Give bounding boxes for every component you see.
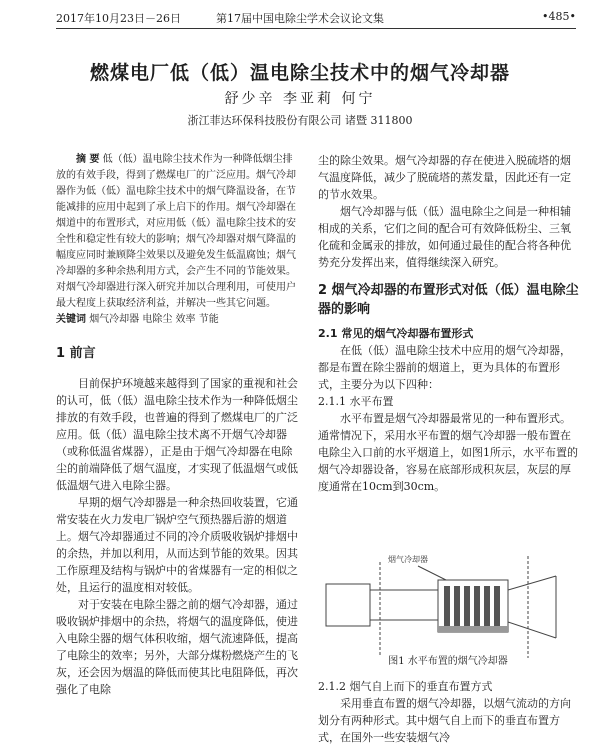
section-1-paragraph-1: 目前保护环境越来越得到了国家的重视和社会的认可，低（低）温电除尘技术作为一种降低烟尘排放的有效手段，也普遍的得到了燃煤电厂的广泛应用。低（低）温电除尘技术离不开烟气冷却器（或称低温省煤器），正是由于烟气冷却器在电除尘的前端降低了烟气温度，才实现了低温烟气或低低温烟气进入电除尘器。 (56, 377, 298, 492)
affiliation: 浙江菲达环保科技股份有限公司 诸暨 311800 (187, 114, 413, 127)
right-paragraph-1: 尘的除尘效果。烟气冷却器的存在使进入脱硫塔的烟气温度降低，减少了脱硫塔的蒸发量，因此还有一定的节水效果。 (318, 154, 571, 201)
section-2-1-2-paragraph: 采用垂直布置的烟气冷却器，以烟气流动的方向划分有两种形式。其中烟气自上而下的垂直布置方式，在国外一些安装烟气冷 (318, 697, 571, 744)
figure-label: 烟气冷却器 (388, 555, 428, 564)
tube-bank-2 (454, 586, 460, 626)
section-1-heading: 1 前言 (56, 346, 96, 361)
keywords-text: 烟气冷却器 电除尘 效率 节能 (89, 314, 219, 325)
section-2-1-paragraph: 在低（低）温电除尘技术中应用的烟气冷却器，都是布置在除尘器前的烟道上，更为具体的布置形式，主要分为以下四种： (318, 344, 571, 391)
ash-layer (438, 626, 508, 632)
inlet-duct (326, 584, 370, 626)
header-conference: 第17届中国电除尘学术会议论文集 (216, 12, 384, 25)
paper-title: 燃煤电厂低（低）温电除尘技术中的烟气冷却器 (89, 62, 510, 84)
section-1-paragraph-2: 早期的烟气冷却器是一种余热回收装置，它通常安装在火力发电厂锅炉空气预热器后游的烟道上。烟气冷却器通过不同的冷介质吸收锅炉排烟中的余热，并加以利用，从而达到节能的效果。因其工作原理及结构与锅炉中的省煤器有一定的相似之处，且运行的温度相对较低。 (56, 496, 298, 594)
section-2-1-2-heading: 2.1.2 烟气自上而下的垂直布置方式 (318, 680, 493, 693)
figure-1-caption: 图1 水平布置的烟气冷却器 (388, 656, 508, 667)
header-page-number: •485• (542, 10, 576, 23)
left-column (56, 152, 300, 698)
keywords (56, 312, 300, 328)
abstract-label: 摘 要 (76, 154, 100, 165)
tube-bank-6 (494, 586, 500, 626)
tube-bank-4 (474, 586, 480, 626)
tube-bank-5 (484, 586, 490, 626)
outlet-flare-bottom (508, 622, 556, 638)
section-2-1-1-heading: 2.1.1 水平布置 (318, 395, 394, 408)
section-2-heading: 2 烟气冷却器的布置形式对低（低）温电除尘器的影响 (318, 283, 579, 317)
section-2-1-heading: 2.1 常见的烟气冷却器布置形式 (318, 327, 474, 340)
keywords-label: 关键词 (56, 314, 86, 325)
section-2-1-1-paragraph: 水平布置是烟气冷却器最常见的一种布置形式。通常情况下，采用水平布置的烟气冷却器一般布置在电除尘入口前的水平烟道上，如图1所示，水平布置的烟气冷却器设备，容易在底部形成积灰层，灰层的厚度通常在10cm到30cm。 (318, 412, 578, 493)
outlet-flare-top (508, 576, 556, 590)
right-column (318, 152, 580, 495)
authors: 舒少辛 李亚莉 何宁 (224, 91, 376, 107)
tube-bank-3 (464, 586, 470, 626)
leader-line (418, 566, 446, 580)
abstract-text: 低（低）温电除尘技术作为一种降低烟尘排放的有效手段，得到了燃煤电厂的广泛应用。烟气冷却器作为低（低）温电除尘技术中的烟气降温设备，在节能减排的应用中起到了承上启下的作用。烟气冷却器在烟道中的布置形式，对应用低（低）温电除尘技术的安全性和稳定性有较大的影响；烟气冷却器对烟气降温的幅度应同时兼顾降尘效果以及避免发生低温腐蚀；烟气冷却器的多种余热利用方式，会产生不同的节能效果。对烟气冷却器进行深入研究并加以合理利用，可使用户最大程度上获取经济利益，并解决一些其它问题。 (56, 154, 296, 309)
section-1-paragraph-3: 对于安装在电除尘器之前的烟气冷却器，通过吸收锅炉排烟中的余热，将烟气的温度降低，使进入电除尘器的烟气体积收缩，烟气流速降低，提高了电除尘的效率；另外，大部分煤粉燃烧产生的飞灰，还会因为烟温的降低而使其比电阻降低，再次强化了电除 (56, 598, 298, 696)
tube-bank-1 (444, 586, 450, 626)
abstract (56, 152, 300, 312)
header-date: 2017年10月23日－26日 (56, 12, 181, 25)
header-rule (56, 28, 576, 29)
right-column-lower (318, 678, 580, 746)
right-paragraph-2: 烟气冷却器与低（低）温电除尘之间是一种相辅相成的关系，它们之间的配合可有效降低粉尘、三氧化硫和金属汞的排放，如何通过最佳的配合将各种优势充分发挥出来，值得继续深入研究。 (318, 205, 571, 269)
